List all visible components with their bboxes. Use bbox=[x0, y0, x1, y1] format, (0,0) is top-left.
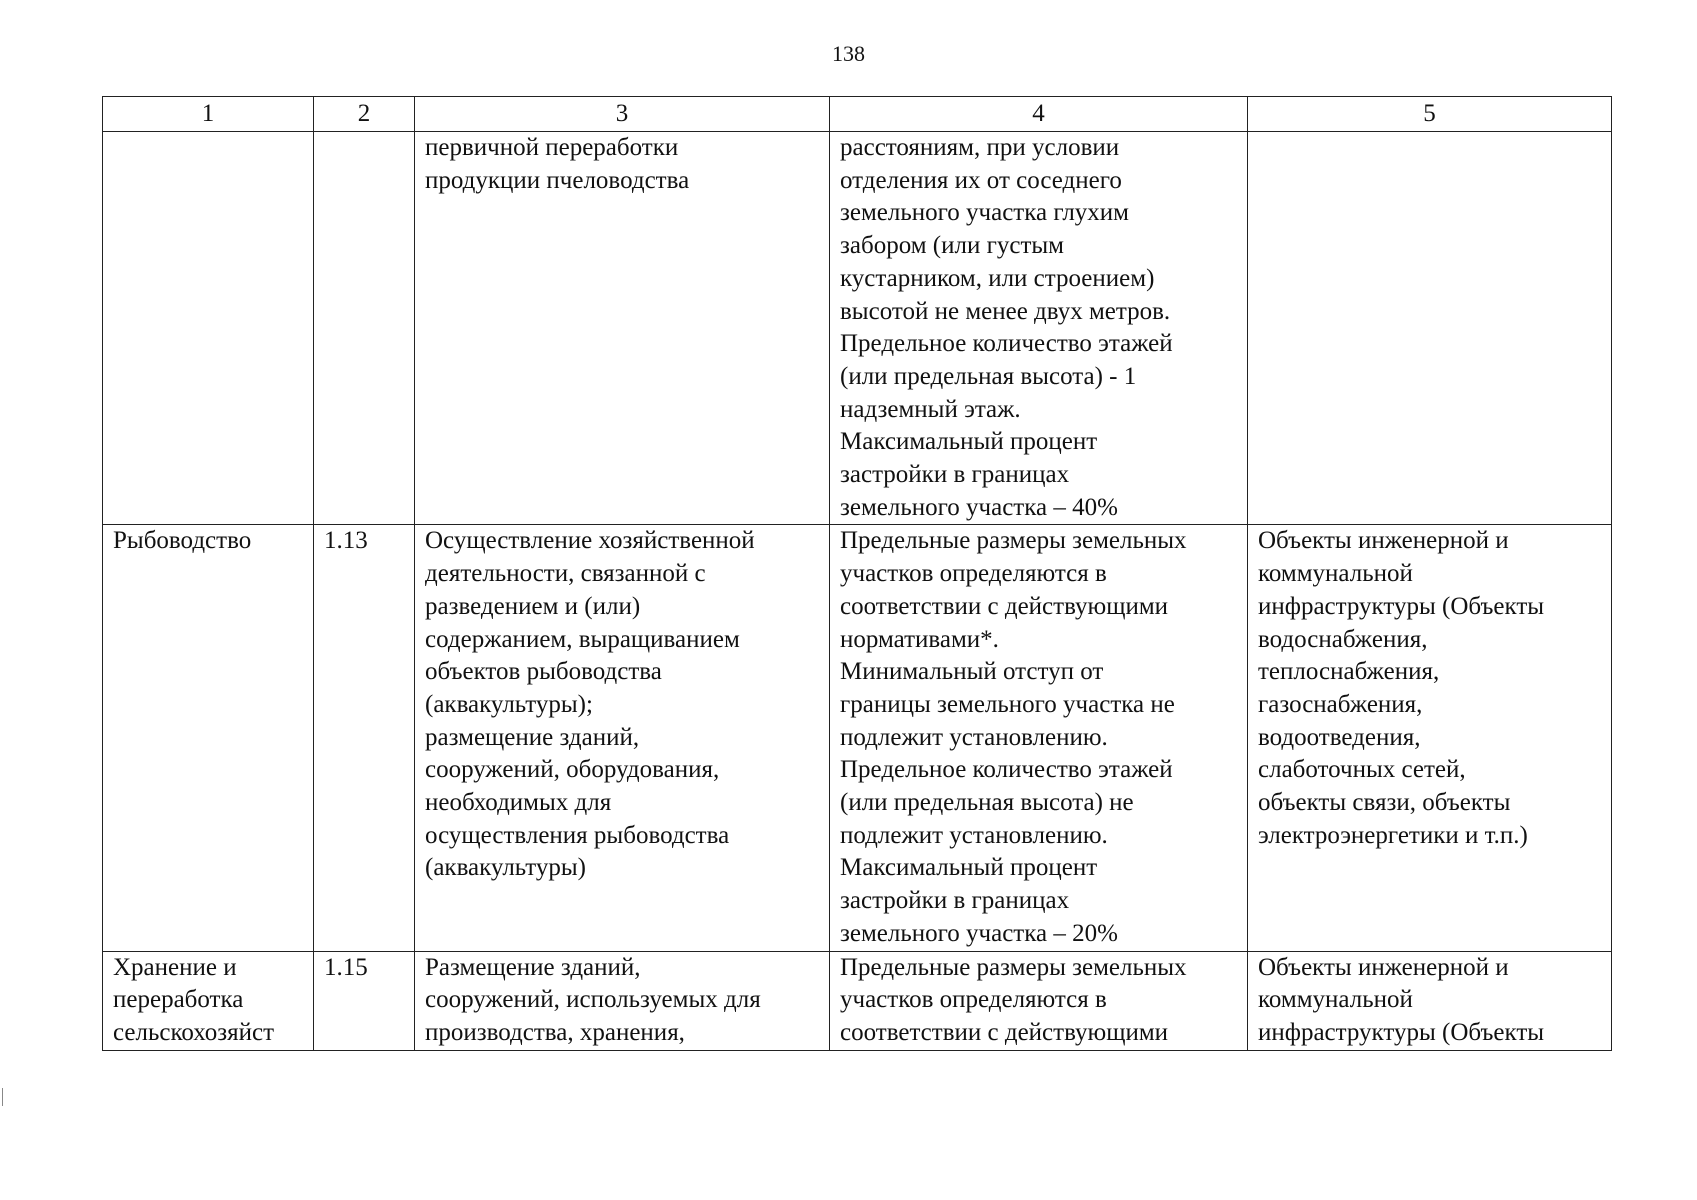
text-line: разведением и (или) bbox=[425, 592, 641, 620]
text-line: коммунальной bbox=[1258, 560, 1413, 588]
text-line: надземный этаж. bbox=[840, 395, 1021, 423]
table-header-row bbox=[103, 97, 1612, 132]
cell-name bbox=[103, 951, 314, 1050]
text-line: переработка bbox=[113, 986, 244, 1014]
text-line: деятельности, связанной с bbox=[425, 560, 706, 588]
text-line: Предельные размеры земельных bbox=[840, 953, 1187, 981]
text-line: электроэнергетики и т.п.) bbox=[1258, 821, 1528, 849]
page-number: 138 bbox=[832, 41, 865, 66]
text-line: земельного участка – 40% bbox=[840, 493, 1118, 521]
cell-auxiliary bbox=[1248, 951, 1612, 1050]
text-line: забором (или густым bbox=[840, 232, 1064, 260]
text-line: сооружений, используемых для bbox=[425, 986, 761, 1014]
text-line: высотой не менее двух метров. bbox=[840, 297, 1171, 325]
text-line: (или предельная высота) - 1 bbox=[840, 362, 1137, 390]
header-col-2: 2 bbox=[314, 97, 415, 132]
text-line: границы земельного участка не bbox=[840, 690, 1175, 718]
cell-parameters bbox=[830, 132, 1248, 525]
text-line: (аквакультуры) bbox=[425, 854, 586, 882]
text-line: необходимых для bbox=[425, 789, 612, 817]
cell-code bbox=[314, 951, 415, 1050]
text-line: сельскохозяйст bbox=[113, 1018, 275, 1046]
text-line: Рыбоводство bbox=[113, 527, 252, 555]
cell-parameters bbox=[830, 525, 1248, 951]
scan-edge-mark bbox=[2, 1088, 9, 1106]
text-line: Минимальный отступ от bbox=[840, 658, 1104, 686]
land-use-table bbox=[102, 96, 1612, 1051]
text-line: Объекты инженерной и bbox=[1258, 953, 1509, 981]
text-line: Максимальный процент bbox=[840, 854, 1098, 882]
header-col-5: 5 bbox=[1248, 97, 1612, 132]
text-line: застройки в границах bbox=[840, 461, 1070, 489]
text-line: земельного участка глухим bbox=[840, 199, 1129, 227]
text-line: 1.13 bbox=[324, 527, 368, 555]
text-line: объекты связи, объекты bbox=[1258, 789, 1511, 817]
text-line: водоснабжения, bbox=[1258, 625, 1428, 653]
text-line: коммунальной bbox=[1258, 986, 1413, 1014]
table-row bbox=[103, 951, 1612, 1050]
text-line: нормативами*. bbox=[840, 625, 999, 653]
table-row bbox=[103, 525, 1612, 951]
text-line: (или предельная высота) не bbox=[840, 789, 1134, 817]
text-line: застройки в границах bbox=[840, 887, 1070, 915]
text-line: Размещение зданий, bbox=[425, 953, 641, 981]
text-line: Осуществление хозяйственной bbox=[425, 527, 755, 555]
text-line: газоснабжения, bbox=[1258, 690, 1423, 718]
cell-description bbox=[415, 951, 830, 1050]
cell-auxiliary bbox=[1248, 132, 1612, 525]
text-line: размещение зданий, bbox=[425, 723, 640, 751]
cell-description bbox=[415, 525, 830, 951]
text-line: расстояниям, при условии bbox=[840, 134, 1120, 161]
text-line: 1.15 bbox=[324, 953, 368, 981]
text-line: кустарником, или строением) bbox=[840, 264, 1155, 292]
text-line: соответствии с действующими bbox=[840, 1018, 1169, 1046]
text-line: Максимальный процент bbox=[840, 428, 1098, 456]
cell-code bbox=[314, 525, 415, 951]
text-line: Предельное количество этажей bbox=[840, 756, 1173, 784]
cell-name bbox=[103, 525, 314, 951]
text-line: Хранение и bbox=[113, 953, 237, 981]
cell-code bbox=[314, 132, 415, 525]
text-line: водоотведения, bbox=[1258, 723, 1421, 751]
text-line: Предельное количество этажей bbox=[840, 330, 1173, 358]
text-line: участков определяются в bbox=[840, 986, 1107, 1014]
header-col-1: 1 bbox=[103, 97, 314, 132]
text-line: первичной переработки bbox=[425, 134, 679, 161]
text-line: содержанием, выращиванием bbox=[425, 625, 740, 653]
cell-auxiliary bbox=[1248, 525, 1612, 951]
text-line: подлежит установлению. bbox=[840, 723, 1108, 751]
text-line: инфраструктуры (Объекты bbox=[1258, 592, 1545, 620]
text-line: участков определяются в bbox=[840, 560, 1107, 588]
text-line: инфраструктуры (Объекты bbox=[1258, 1018, 1545, 1046]
text-line: объектов рыбоводства bbox=[425, 658, 662, 686]
text-line: земельного участка – 20% bbox=[840, 919, 1118, 947]
text-line: продукции пчеловодства bbox=[425, 166, 690, 194]
text-line: отделения их от соседнего bbox=[840, 166, 1122, 194]
text-line: соответствии с действующими bbox=[840, 592, 1169, 620]
cell-description bbox=[415, 132, 830, 525]
header-col-3: 3 bbox=[415, 97, 830, 132]
header-col-4: 4 bbox=[830, 97, 1248, 132]
text-line: Предельные размеры земельных bbox=[840, 527, 1187, 555]
text-line: Объекты инженерной и bbox=[1258, 527, 1509, 555]
table-row bbox=[103, 132, 1612, 525]
text-line: (аквакультуры); bbox=[425, 690, 593, 718]
text-line: сооружений, оборудования, bbox=[425, 756, 720, 784]
text-line: теплоснабжения, bbox=[1258, 658, 1440, 686]
text-line: слаботочных сетей, bbox=[1258, 756, 1466, 784]
text-line: подлежит установлению. bbox=[840, 821, 1108, 849]
text-line: производства, хранения, bbox=[425, 1018, 685, 1046]
cell-name bbox=[103, 132, 314, 525]
text-line: осуществления рыбоводства bbox=[425, 821, 730, 849]
cell-parameters bbox=[830, 951, 1248, 1050]
